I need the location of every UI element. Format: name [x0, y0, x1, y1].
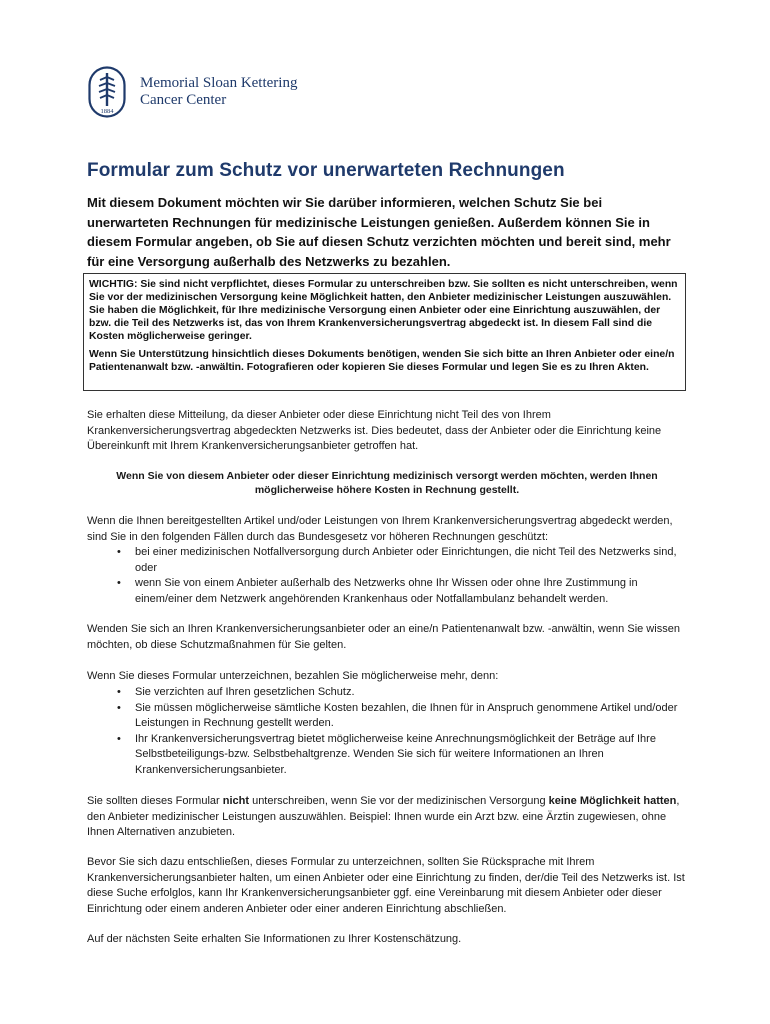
bullet-icon: •: [117, 546, 121, 558]
logo-wordmark: [140, 75, 297, 109]
list-item-text: Sie verzichten auf Ihren gesetzlichen Schutz.: [135, 686, 355, 698]
list-item: [87, 685, 687, 701]
before-signing-paragraph: Bevor Sie sich dazu entschließen, dieses Formular zu unterzeichnen, sollten Sie Rücksprache mit Ihrem Krankenversicherungsanbieter halten, um einen Anbieter oder eine Einrichtung zu finden, der/die Teil des Netzwerks ist. Ist diese Suche erfolglos, kann Ihr Krankenversicherungsanbieter ggf. eine Vereinbarung mit diesem Anbieter oder dieser Einrichtung oder einem anderen Anbieter oder einer anderen Einrichtung abschließen.: [87, 856, 685, 915]
do-not-sign-paragraph: Sie sollten dieses Formular nicht unterschreiben, wenn Sie vor der medizinischen Versorgung keine Möglichkeit hatten, den Anbieter medizinischer Leistungen auszuwählen. Beispiel: Ihnen wurde ein Arzt bzw. eine Ärztin zugewiesen, ohne Ihnen Alternativen anzubieten.: [87, 795, 680, 838]
protection-list: [87, 545, 687, 607]
list-item-text: Ihr Krankenversicherungsvertrag bietet möglicherweise keine Anrechnungsmöglichkeit der Beträge auf Ihre Selbstbeteiligungs-bzw. Selbstbehaltgrenze. Wenden Sie sich für weitere Informationen an Ihren Krankenversicherungsanbieter.: [135, 732, 656, 776]
out-of-network-paragraph: Sie erhalten diese Mitteilung, da dieser Anbieter oder diese Einrichtung nicht Teil des von Ihrem Krankenversicherungsvertrag abgedeckten Netzwerks ist. Dies bedeutet, dass der Anbieter oder die Einrichtung keine Übereinkunft mit Ihrem Krankenversicherungsanbieter getroffen hat.: [87, 409, 662, 452]
next-page-note: Auf der nächsten Seite erhalten Sie Informationen zu Ihrer Kostenschätzung.: [87, 933, 462, 945]
list-item: [87, 576, 687, 607]
list-item-text: bei einer medizinischen Notfallversorgung durch Anbieter oder Einrichtungen, die nicht Teil des Netzwerks sind, oder: [135, 546, 677, 574]
msk-logo: [88, 66, 297, 118]
contact-provider-paragraph: Wenden Sie sich an Ihren Krankenversicherungsanbieter oder an eine/n Patientenanwalt bzw. -anwältin, wenn Sie wissen möchten, ob diese Schutzmaßnahmen für Sie gelten.: [87, 623, 680, 651]
msk-logo-icon: [88, 66, 126, 118]
logo-year: 1884: [100, 108, 114, 115]
intro-paragraph: Mit diesem Dokument möchten wir Sie darüber informieren, welchen Schutz Sie bei unerwarteten Rechnungen für medizinische Leistungen genießen. Außerdem können Sie in diesem Formular angeben, ob Sie auf diesen Schutz verzichten möchten und bereit sind, mehr für eine Versorgung außerhalb des Netzwerks zu bezahlen.: [87, 195, 671, 269]
consequences-list: [87, 685, 687, 778]
federal-protection-paragraph: Wenn die Ihnen bereitgestellten Artikel und/oder Leistungen von Ihrem Krankenversicherungsvertrag abgedeckt werden, sind Sie in den folgenden Fällen durch das Bundesgesetz vor höheren Rechnungen geschützt:: [87, 515, 673, 543]
bullet-icon: •: [117, 701, 121, 714]
list-item: [87, 701, 687, 732]
page-title: Formular zum Schutz vor unerwarteten Rechnungen: [87, 160, 565, 181]
higher-costs-note: Wenn Sie von diesem Anbieter oder dieser Einrichtung medizinisch versorgt werden möchten, werden Ihnen möglicherweise höhere Kosten in Rechnung gestellt.: [116, 470, 658, 496]
list-item: [87, 732, 687, 779]
list-item: [87, 545, 687, 576]
important-notice-text: WICHTIG: Sie sind nicht verpflichtet, dieses Formular zu unterschreiben bzw. Sie sollten es nicht unterschreiben, wenn Sie vor der medizinischen Versorgung keine Möglichkeit hatten, den Anbieter medizinischer Leistungen auszuwählen. Sie haben die Möglichkeit, für Ihre medizinische Versorgung einen Anbieter oder eine Einrichtung auszuwählen, der bzw. die Teil des Netzwerks ist, das von Ihrem Krankenversicherungsvertrag abgedeckt ist. In diesem Fall sind die Kosten möglicherweise geringer.: [89, 279, 678, 342]
list-item-text: wenn Sie von einem Anbieter außerhalb des Netzwerks ohne Ihr Wissen oder ohne Ihre Zustimmung in einem/einer dem Netzwerk angehörenden Krankenhaus oder Notfallambulanz behandelt werden.: [135, 577, 638, 605]
bullet-icon: •: [117, 686, 121, 698]
logo-line-1: Memorial Sloan Kettering: [140, 75, 298, 91]
support-notice-text: Wenn Sie Unterstützung hinsichtlich dieses Dokuments benötigen, wenden Sie sich bitte an Ihren Anbieter oder eine/n Patientenanwalt bzw. -anwältin. Fotografieren oder kopieren Sie dieses Formular und legen Sie es zu Ihren Akten.: [89, 349, 675, 373]
list-item-text: Sie müssen möglicherweise sämtliche Kosten bezahlen, die Ihnen für in Anspruch genommene Artikel und/oder Leistungen in Rechnung gestellt werden.: [135, 701, 678, 729]
important-notice-box: [83, 273, 686, 391]
signing-consequences-paragraph: Wenn Sie dieses Formular unterzeichnen, bezahlen Sie möglicherweise mehr, denn:: [87, 670, 499, 682]
logo-line-2: Cancer Center: [140, 92, 227, 108]
bullet-icon: •: [117, 732, 121, 745]
bullet-icon: •: [117, 577, 121, 589]
